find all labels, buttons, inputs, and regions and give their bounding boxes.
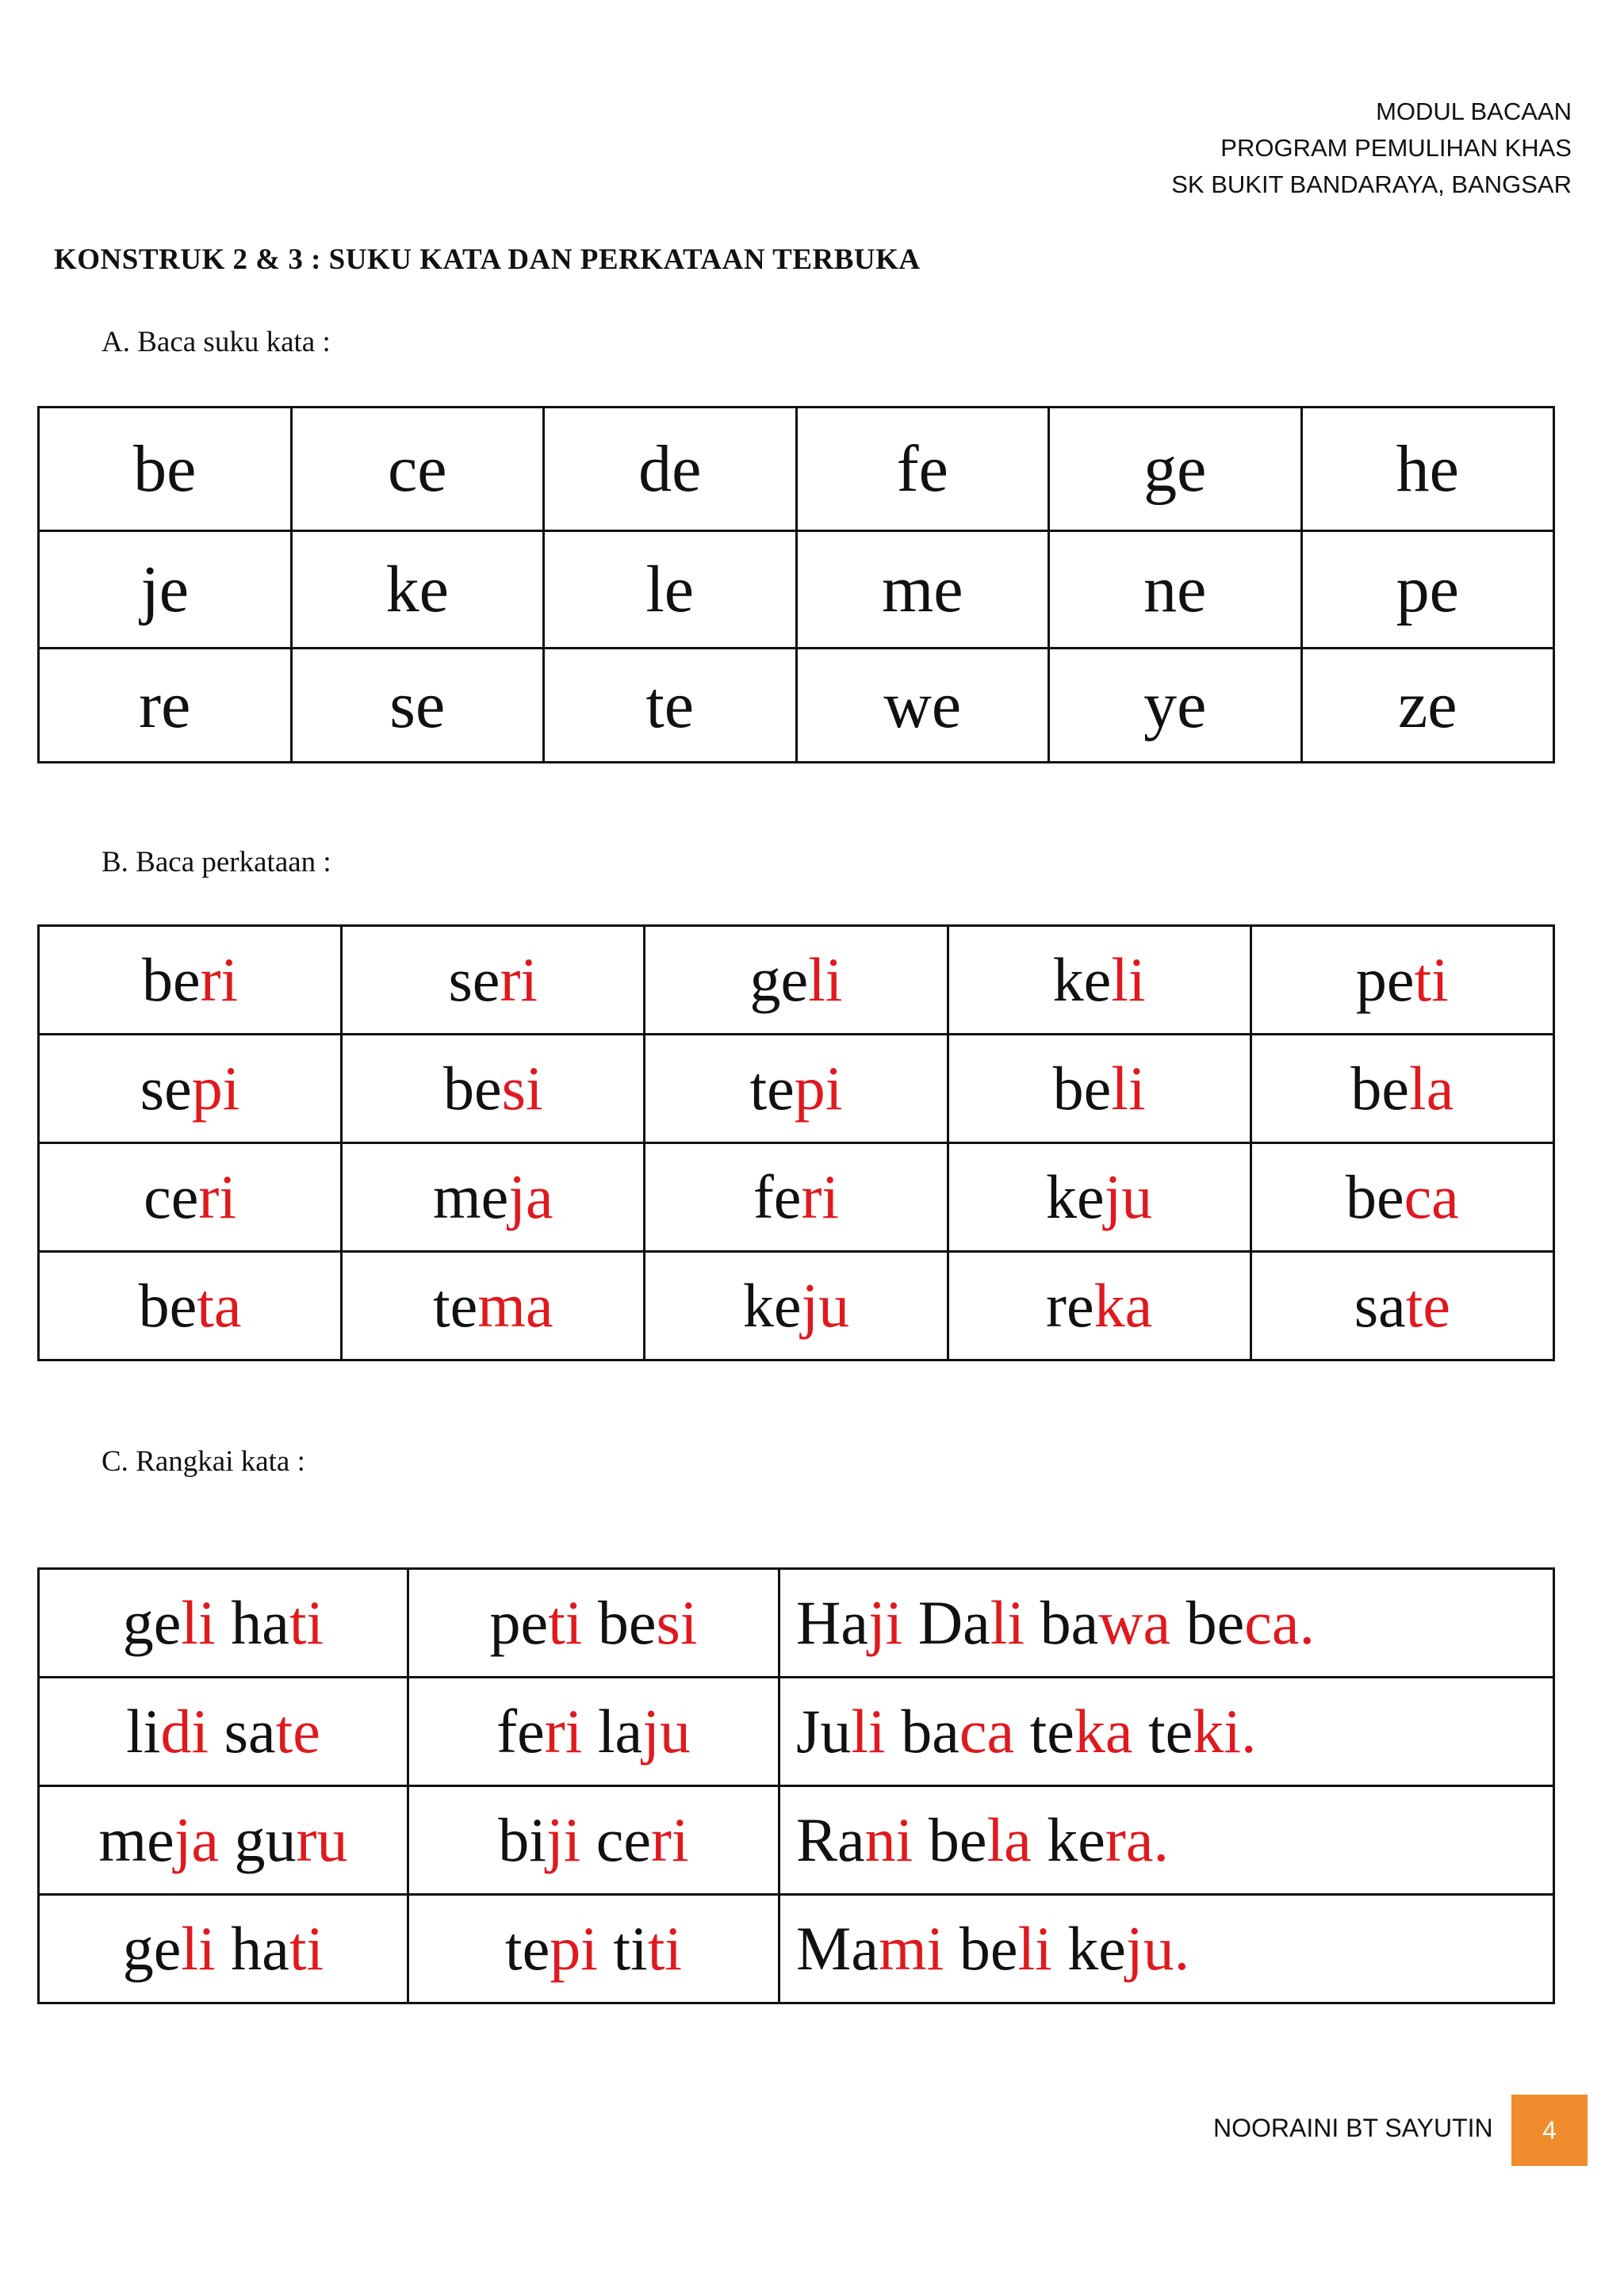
syllable-highlight: ta xyxy=(197,1271,242,1340)
syllable-plain: be xyxy=(928,1805,987,1874)
syllable-plain: be xyxy=(1350,1054,1410,1123)
footer-author: NOORAINI BT SAYUTIN xyxy=(1213,2114,1493,2142)
syllable-highlight: ti xyxy=(289,1914,324,1983)
syllable-highlight: ja xyxy=(174,1805,220,1874)
syllable-plain: te xyxy=(1029,1697,1074,1766)
syllable-row xyxy=(39,649,1554,763)
syllable-plain: la xyxy=(597,1697,643,1766)
syllable-row xyxy=(39,408,1554,531)
syllable-plain: be xyxy=(1052,1054,1112,1123)
sentence-cell xyxy=(779,1786,1554,1895)
syllable-highlight: ju xyxy=(1104,1162,1153,1231)
word-cell xyxy=(342,1143,645,1252)
word-cell xyxy=(39,1035,342,1143)
syllable-plain: sa xyxy=(224,1697,276,1766)
syllable-highlight: ma xyxy=(477,1271,553,1340)
syllable-table xyxy=(37,406,1555,763)
syllable-plain: ke xyxy=(1046,1162,1105,1231)
word-cell xyxy=(342,926,645,1035)
syllable-plain: ge xyxy=(122,1588,182,1657)
syllable-highlight: li xyxy=(181,1914,216,1983)
syllable-highlight: ni xyxy=(864,1805,914,1874)
phrase-row xyxy=(39,1569,1554,1678)
syllable-cell: pe xyxy=(1301,531,1554,649)
word-cell xyxy=(645,926,948,1035)
sentence-cell xyxy=(779,1569,1554,1678)
syllable-highlight: ti xyxy=(289,1588,324,1657)
phrase-row xyxy=(39,1678,1554,1786)
syllable-plain: ha xyxy=(231,1914,289,1983)
syllable-highlight: ji xyxy=(546,1805,581,1874)
syllable-highlight: ri xyxy=(801,1162,840,1231)
syllable-highlight: pi xyxy=(191,1054,240,1123)
word-cell xyxy=(948,926,1251,1035)
syllable-plain: me xyxy=(432,1162,509,1231)
word-row xyxy=(39,1035,1554,1143)
word-row xyxy=(39,1143,1554,1252)
syllable-cell: he xyxy=(1301,408,1554,531)
syllable-plain: bi xyxy=(498,1805,546,1874)
syllable-highlight: li xyxy=(808,945,843,1014)
syllable-highlight: ri xyxy=(500,945,538,1014)
syllable-highlight: ca xyxy=(959,1697,1015,1766)
syllable-highlight: li xyxy=(1017,1914,1052,1983)
section-a-label: A. Baca suku kata : xyxy=(102,326,331,358)
syllable-plain: ge xyxy=(749,945,809,1014)
syllable-plain: be xyxy=(1345,1162,1404,1231)
syllable-plain: fe xyxy=(496,1697,545,1766)
syllable-highlight: li xyxy=(990,1588,1025,1657)
section-b-label: B. Baca perkataan : xyxy=(102,846,331,878)
syllable-plain: ce xyxy=(144,1162,199,1231)
phrase-cell xyxy=(39,1786,408,1895)
syllable-plain: be xyxy=(138,1271,197,1340)
syllable-highlight: ri xyxy=(544,1697,583,1766)
syllable-highlight: si xyxy=(501,1054,543,1123)
syllable-highlight: ra. xyxy=(1105,1805,1169,1874)
syllable-highlight: pi xyxy=(794,1054,843,1123)
syllable-plain: li xyxy=(126,1697,161,1766)
syllable-highlight: ka xyxy=(1094,1271,1153,1340)
syllable-plain: be xyxy=(141,945,201,1014)
syllable-plain: be xyxy=(442,1054,502,1123)
syllable-highlight: pi xyxy=(550,1914,598,1983)
syllable-highlight: ji xyxy=(868,1588,903,1657)
word-cell xyxy=(948,1252,1251,1360)
syllable-highlight: ka xyxy=(1074,1697,1133,1766)
syllable-plain: be xyxy=(1185,1588,1245,1657)
syllable-plain: pe xyxy=(489,1588,549,1657)
word-cell xyxy=(645,1143,948,1252)
syllable-highlight: ki. xyxy=(1193,1697,1257,1766)
syllable-plain: Ra xyxy=(796,1805,865,1874)
word-cell xyxy=(1251,1143,1553,1252)
syllable-plain: sa xyxy=(1354,1271,1406,1340)
word-cell xyxy=(39,926,342,1035)
sentence-cell xyxy=(779,1895,1554,2003)
document-header xyxy=(1171,94,1572,203)
syllable-highlight: ju. xyxy=(1125,1914,1190,1983)
syllable-plain: me xyxy=(98,1805,174,1874)
syllable-plain: ba xyxy=(901,1697,959,1766)
phrase-table xyxy=(37,1567,1555,2004)
syllable-cell: we xyxy=(796,649,1049,763)
syllable-highlight: ju xyxy=(642,1697,691,1766)
syllable-plain: ke xyxy=(1047,1805,1105,1874)
syllable-plain: ha xyxy=(231,1588,289,1657)
word-row xyxy=(39,926,1554,1035)
syllable-cell: le xyxy=(544,531,797,649)
syllable-cell: ce xyxy=(291,408,544,531)
header-school-name: SK BUKIT BANDARAYA, BANGSAR xyxy=(1171,170,1572,198)
syllable-highlight: ti xyxy=(1414,945,1449,1014)
syllable-highlight: ti xyxy=(647,1914,683,1983)
syllable-highlight: te xyxy=(1405,1271,1451,1340)
phrase-cell xyxy=(408,1678,779,1786)
phrase-cell xyxy=(39,1895,408,2003)
syllable-plain: te xyxy=(432,1271,478,1340)
syllable-highlight: li xyxy=(1111,945,1146,1014)
syllable-highlight: ri xyxy=(651,1805,689,1874)
phrase-cell xyxy=(39,1678,408,1786)
phrase-row xyxy=(39,1895,1554,2003)
word-cell xyxy=(645,1252,948,1360)
syllable-plain: fe xyxy=(753,1162,802,1231)
word-row xyxy=(39,1252,1554,1360)
syllable-plain: Ma xyxy=(796,1914,879,1983)
word-cell xyxy=(342,1252,645,1360)
syllable-highlight: ca xyxy=(1404,1162,1459,1231)
word-cell xyxy=(39,1143,342,1252)
syllable-cell: be xyxy=(39,408,292,531)
syllable-cell: ne xyxy=(1049,531,1302,649)
word-cell xyxy=(39,1252,342,1360)
syllable-cell: je xyxy=(39,531,292,649)
syllable-highlight: wa xyxy=(1098,1588,1171,1657)
phrase-cell xyxy=(408,1569,779,1678)
syllable-plain: ba xyxy=(1040,1588,1099,1657)
syllable-cell: se xyxy=(291,649,544,763)
syllable-cell: fe xyxy=(796,408,1049,531)
syllable-highlight: ri xyxy=(200,945,239,1014)
sentence-cell xyxy=(779,1678,1554,1786)
syllable-highlight: li xyxy=(851,1697,886,1766)
page-title: KONSTRUK 2 & 3 : SUKU KATA DAN PERKATAAN TERBUKA xyxy=(54,243,921,276)
syllable-cell: ze xyxy=(1301,649,1554,763)
word-cell xyxy=(342,1035,645,1143)
syllable-plain: ti xyxy=(613,1914,648,1983)
syllable-cell: ye xyxy=(1049,649,1302,763)
phrase-cell xyxy=(408,1786,779,1895)
word-cell xyxy=(948,1143,1251,1252)
syllable-plain: Ju xyxy=(796,1697,852,1766)
syllable-plain: re xyxy=(1046,1271,1094,1340)
section-c-label: C. Rangkai kata : xyxy=(102,1445,305,1478)
syllable-cell: re xyxy=(39,649,292,763)
syllable-cell: ke xyxy=(291,531,544,649)
syllable-plain: ke xyxy=(742,1271,802,1340)
syllable-plain: te xyxy=(504,1914,550,1983)
syllable-plain: be xyxy=(959,1914,1018,1983)
syllable-plain: gu xyxy=(234,1805,297,1874)
syllable-plain: Ha xyxy=(796,1588,868,1657)
syllable-highlight: ja xyxy=(508,1162,553,1231)
syllable-cell: de xyxy=(544,408,797,531)
syllable-highlight: mi xyxy=(878,1914,944,1983)
word-cell xyxy=(645,1035,948,1143)
syllable-highlight: ri xyxy=(198,1162,237,1231)
syllable-row xyxy=(39,531,1554,649)
syllable-plain: pe xyxy=(1355,945,1415,1014)
syllable-highlight: si xyxy=(656,1588,698,1657)
page-number-badge: 4 xyxy=(1511,2095,1588,2166)
syllable-plain: be xyxy=(597,1588,657,1657)
syllable-plain: se xyxy=(448,945,500,1014)
syllable-plain: te xyxy=(1148,1697,1193,1766)
header-program-name: PROGRAM PEMULIHAN KHAS xyxy=(1220,134,1572,162)
syllable-highlight: ca. xyxy=(1244,1588,1316,1657)
syllable-highlight: ti xyxy=(548,1588,583,1657)
syllable-highlight: te xyxy=(275,1697,320,1766)
word-cell xyxy=(1251,1252,1553,1360)
syllable-cell: ge xyxy=(1049,408,1302,531)
syllable-plain: te xyxy=(749,1054,795,1123)
word-table xyxy=(37,924,1555,1361)
phrase-cell xyxy=(39,1569,408,1678)
word-cell xyxy=(1251,1035,1553,1143)
syllable-plain: Da xyxy=(917,1588,990,1657)
syllable-plain: se xyxy=(140,1054,192,1123)
syllable-cell: te xyxy=(544,649,797,763)
header-module-name: MODUL BACAAN xyxy=(1376,98,1572,125)
phrase-cell xyxy=(408,1895,779,2003)
syllable-plain: ge xyxy=(122,1914,182,1983)
phrase-row xyxy=(39,1786,1554,1895)
syllable-cell: me xyxy=(796,531,1049,649)
syllable-highlight: ru xyxy=(296,1805,348,1874)
syllable-highlight: li xyxy=(1111,1054,1146,1123)
syllable-plain: ke xyxy=(1067,1914,1126,1983)
syllable-highlight: la xyxy=(986,1805,1032,1874)
syllable-plain: ce xyxy=(596,1805,652,1874)
word-cell xyxy=(948,1035,1251,1143)
syllable-highlight: la xyxy=(1409,1054,1454,1123)
word-cell xyxy=(1251,926,1553,1035)
syllable-highlight: ju xyxy=(801,1271,850,1340)
syllable-plain: ke xyxy=(1052,945,1112,1014)
syllable-highlight: di xyxy=(160,1697,209,1766)
syllable-highlight: li xyxy=(181,1588,216,1657)
